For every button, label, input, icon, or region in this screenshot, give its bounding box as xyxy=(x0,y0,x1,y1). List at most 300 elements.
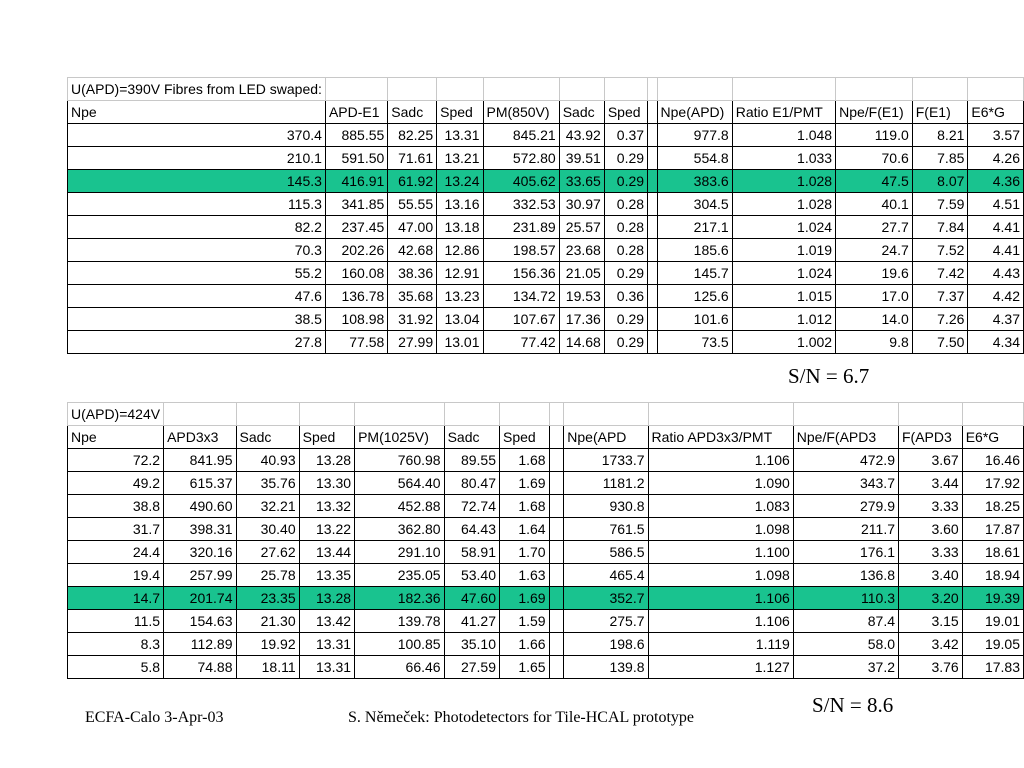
table-row xyxy=(68,262,1024,285)
column-header: Npe(APD) xyxy=(657,101,732,124)
table-cell: 47.5 xyxy=(836,170,913,193)
table-cell: 160.08 xyxy=(325,262,387,285)
table-cell: 1.65 xyxy=(500,656,550,679)
table-cell: 19.53 xyxy=(559,285,604,308)
table-cell: 352.7 xyxy=(564,587,648,610)
table-cell: 416.91 xyxy=(325,170,387,193)
table-cell: 38.36 xyxy=(388,262,437,285)
table-cell: 8.21 xyxy=(912,124,968,147)
table-cell: 42.68 xyxy=(388,239,437,262)
table-cell: 7.50 xyxy=(912,331,968,354)
table-cell: 47.6 xyxy=(68,285,326,308)
table-cell: 19.39 xyxy=(962,587,1023,610)
table-cell: 1.63 xyxy=(500,564,550,587)
table-cell: 18.11 xyxy=(236,656,299,679)
empty-cell xyxy=(899,403,963,426)
table-cell: 760.98 xyxy=(355,449,445,472)
table-cell: 572.80 xyxy=(483,147,559,170)
table-cell: 37.2 xyxy=(793,656,898,679)
table-cell: 291.10 xyxy=(355,541,445,564)
table-cell: 27.62 xyxy=(236,541,299,564)
table-cell: 1.090 xyxy=(648,472,793,495)
table-cell: 89.55 xyxy=(444,449,499,472)
table-row xyxy=(68,308,1024,331)
empty-cell xyxy=(549,403,564,426)
table-cell: 235.05 xyxy=(355,564,445,587)
table-cell: 405.62 xyxy=(483,170,559,193)
table-cell: 1.106 xyxy=(648,587,793,610)
table-cell: 17.92 xyxy=(962,472,1023,495)
table-row xyxy=(68,472,1024,495)
empty-cell xyxy=(437,78,483,101)
table-cell: 0.28 xyxy=(604,193,647,216)
column-header: Ratio APD3x3/PMT xyxy=(648,426,793,449)
table-cell: 1.69 xyxy=(500,472,550,495)
table-title: U(APD)=390V Fibres from LED swaped: xyxy=(68,78,326,101)
table-cell: 13.23 xyxy=(437,285,483,308)
spacer-cell xyxy=(549,449,564,472)
table-cell: 1733.7 xyxy=(564,449,648,472)
table-cell: 13.16 xyxy=(437,193,483,216)
table-cell: 73.5 xyxy=(657,331,732,354)
table-390v xyxy=(67,77,1024,354)
table-cell: 154.63 xyxy=(164,610,236,633)
table-cell: 82.2 xyxy=(68,216,326,239)
empty-cell xyxy=(657,78,732,101)
table-cell: 7.85 xyxy=(912,147,968,170)
column-header: F(APD3 xyxy=(899,426,963,449)
table-cell: 33.65 xyxy=(559,170,604,193)
table-cell: 13.30 xyxy=(299,472,354,495)
table-cell: 3.15 xyxy=(899,610,963,633)
empty-cell xyxy=(236,403,299,426)
table-cell: 210.1 xyxy=(68,147,326,170)
table-cell: 1.024 xyxy=(732,262,835,285)
table-cell: 320.16 xyxy=(164,541,236,564)
table-cell: 108.98 xyxy=(325,308,387,331)
table-cell: 3.76 xyxy=(899,656,963,679)
table-cell: 7.52 xyxy=(912,239,968,262)
table-cell: 136.8 xyxy=(793,564,898,587)
table-cell: 13.32 xyxy=(299,495,354,518)
table-cell: 136.78 xyxy=(325,285,387,308)
table-cell: 47.60 xyxy=(444,587,499,610)
column-header: Sped xyxy=(604,101,647,124)
table-row xyxy=(68,285,1024,308)
table-cell: 23.35 xyxy=(236,587,299,610)
table-cell: 3.44 xyxy=(899,472,963,495)
column-header: Npe xyxy=(68,426,164,449)
column-header: Ratio E1/PMT xyxy=(732,101,835,124)
table-cell: 4.36 xyxy=(968,170,1024,193)
table-cell: 18.61 xyxy=(962,541,1023,564)
footer-title: S. Němeček: Photodetectors for Tile-HCAL prototype xyxy=(348,709,695,726)
table-cell: 0.29 xyxy=(604,308,647,331)
table-cell: 107.67 xyxy=(483,308,559,331)
table-cell: 198.6 xyxy=(564,633,648,656)
table-cell: 27.7 xyxy=(836,216,913,239)
table-cell: 1.028 xyxy=(732,193,835,216)
table-cell: 7.42 xyxy=(912,262,968,285)
table-row xyxy=(68,449,1024,472)
table-cell: 1.012 xyxy=(732,308,835,331)
table-cell: 0.28 xyxy=(604,216,647,239)
table-cell: 3.60 xyxy=(899,518,963,541)
table-cell: 4.41 xyxy=(968,239,1024,262)
spacer-cell xyxy=(648,239,657,262)
table-cell: 18.25 xyxy=(962,495,1023,518)
table-cell: 202.26 xyxy=(325,239,387,262)
table-cell: 343.7 xyxy=(793,472,898,495)
table-row xyxy=(68,518,1024,541)
table-cell: 55.2 xyxy=(68,262,326,285)
table-cell: 27.8 xyxy=(68,331,326,354)
table-cell: 1.64 xyxy=(500,518,550,541)
table-cell: 1.024 xyxy=(732,216,835,239)
table-cell: 1.100 xyxy=(648,541,793,564)
table-cell: 1.59 xyxy=(500,610,550,633)
table-cell: 17.0 xyxy=(836,285,913,308)
table-row xyxy=(68,239,1024,262)
table-cell: 24.7 xyxy=(836,239,913,262)
spacer-cell xyxy=(549,541,564,564)
spacer-cell xyxy=(648,147,657,170)
table-cell: 13.01 xyxy=(437,331,483,354)
table-cell: 21.05 xyxy=(559,262,604,285)
table-cell: 1.127 xyxy=(648,656,793,679)
column-header: APD-E1 xyxy=(325,101,387,124)
table-cell: 4.43 xyxy=(968,262,1024,285)
table-cell: 615.37 xyxy=(164,472,236,495)
table-cell: 13.28 xyxy=(299,587,354,610)
table-cell: 370.4 xyxy=(68,124,326,147)
empty-cell xyxy=(500,403,550,426)
table-cell: 58.0 xyxy=(793,633,898,656)
table-cell: 100.85 xyxy=(355,633,445,656)
table-cell: 13.04 xyxy=(437,308,483,331)
table-cell: 0.29 xyxy=(604,170,647,193)
empty-cell xyxy=(164,403,236,426)
table-cell: 14.7 xyxy=(68,587,164,610)
table-cell: 4.34 xyxy=(968,331,1024,354)
table-cell: 13.28 xyxy=(299,449,354,472)
empty-cell xyxy=(648,403,793,426)
table-cell: 761.5 xyxy=(564,518,648,541)
table-cell: 13.24 xyxy=(437,170,483,193)
spacer-cell xyxy=(549,587,564,610)
table-cell: 139.78 xyxy=(355,610,445,633)
table-cell: 490.60 xyxy=(164,495,236,518)
table-cell: 119.0 xyxy=(836,124,913,147)
table-cell: 74.88 xyxy=(164,656,236,679)
table-row xyxy=(68,564,1024,587)
table-row xyxy=(68,331,1024,354)
table-cell: 452.88 xyxy=(355,495,445,518)
table-cell: 82.25 xyxy=(388,124,437,147)
table-cell: 11.5 xyxy=(68,610,164,633)
table-cell: 4.41 xyxy=(968,216,1024,239)
table-cell: 25.78 xyxy=(236,564,299,587)
table-cell: 115.3 xyxy=(68,193,326,216)
table-cell: 1.019 xyxy=(732,239,835,262)
table-cell: 64.43 xyxy=(444,518,499,541)
table-cell: 21.30 xyxy=(236,610,299,633)
table-cell: 145.3 xyxy=(68,170,326,193)
table-cell: 40.93 xyxy=(236,449,299,472)
empty-cell xyxy=(912,78,968,101)
table-cell: 110.3 xyxy=(793,587,898,610)
empty-cell xyxy=(559,78,604,101)
column-header: Sped xyxy=(500,426,550,449)
table-cell: 134.72 xyxy=(483,285,559,308)
table-cell: 362.80 xyxy=(355,518,445,541)
table-cell: 1.69 xyxy=(500,587,550,610)
table-cell: 3.33 xyxy=(899,541,963,564)
table-cell: 304.5 xyxy=(657,193,732,216)
table-cell: 211.7 xyxy=(793,518,898,541)
table-cell: 185.6 xyxy=(657,239,732,262)
empty-cell xyxy=(388,78,437,101)
spacer-cell xyxy=(648,331,657,354)
table-cell: 1.70 xyxy=(500,541,550,564)
table-cell: 87.4 xyxy=(793,610,898,633)
column-header: F(E1) xyxy=(912,101,968,124)
table-row xyxy=(68,541,1024,564)
table-cell: 1.106 xyxy=(648,610,793,633)
table-cell: 201.74 xyxy=(164,587,236,610)
column-header: E6*G xyxy=(962,426,1023,449)
table-cell: 554.8 xyxy=(657,147,732,170)
empty-cell xyxy=(732,78,835,101)
table-cell: 9.8 xyxy=(836,331,913,354)
table-cell: 1181.2 xyxy=(564,472,648,495)
table-cell: 24.4 xyxy=(68,541,164,564)
column-header: APD3x3 xyxy=(164,426,236,449)
table-cell: 13.22 xyxy=(299,518,354,541)
table-cell: 39.51 xyxy=(559,147,604,170)
table-cell: 1.083 xyxy=(648,495,793,518)
table-cell: 19.01 xyxy=(962,610,1023,633)
table-cell: 17.87 xyxy=(962,518,1023,541)
spacer-cell xyxy=(549,518,564,541)
table-cell: 1.68 xyxy=(500,495,550,518)
table-title-row xyxy=(68,403,1024,426)
table-cell: 40.1 xyxy=(836,193,913,216)
column-header: Sped xyxy=(437,101,483,124)
table-424v xyxy=(67,402,1024,679)
signal-noise-ratio-1: S/N = 6.7 xyxy=(788,364,870,388)
table-cell: 1.028 xyxy=(732,170,835,193)
table-cell: 8.07 xyxy=(912,170,968,193)
table-cell: 47.00 xyxy=(388,216,437,239)
table-cell: 55.55 xyxy=(388,193,437,216)
table-cell: 0.28 xyxy=(604,239,647,262)
table-cell: 17.36 xyxy=(559,308,604,331)
column-header: Sadc xyxy=(388,101,437,124)
table-cell: 198.57 xyxy=(483,239,559,262)
table-row xyxy=(68,495,1024,518)
table-cell: 586.5 xyxy=(564,541,648,564)
column-header: PM(1025V) xyxy=(355,426,445,449)
spacer-cell xyxy=(648,193,657,216)
table-cell: 19.6 xyxy=(836,262,913,285)
table-cell: 332.53 xyxy=(483,193,559,216)
table-cell: 275.7 xyxy=(564,610,648,633)
highlighted-row xyxy=(68,170,1024,193)
table-cell: 43.92 xyxy=(559,124,604,147)
table-cell: 0.29 xyxy=(604,147,647,170)
spacer-cell xyxy=(549,495,564,518)
table-cell: 14.0 xyxy=(836,308,913,331)
table-cell: 77.42 xyxy=(483,331,559,354)
table-cell: 27.99 xyxy=(388,331,437,354)
table-cell: 182.36 xyxy=(355,587,445,610)
empty-cell xyxy=(648,78,657,101)
table-cell: 13.31 xyxy=(299,633,354,656)
table-cell: 12.91 xyxy=(437,262,483,285)
table-cell: 1.66 xyxy=(500,633,550,656)
table-cell: 237.45 xyxy=(325,216,387,239)
table-cell: 1.033 xyxy=(732,147,835,170)
highlighted-row xyxy=(68,587,1024,610)
table-cell: 14.68 xyxy=(559,331,604,354)
table-cell: 1.098 xyxy=(648,518,793,541)
empty-cell xyxy=(564,403,648,426)
spacer-cell xyxy=(648,124,657,147)
table-cell: 231.89 xyxy=(483,216,559,239)
footer-conference: ECFA-Calo 3-Apr-03 xyxy=(85,709,224,726)
table-cell: 13.44 xyxy=(299,541,354,564)
table-cell: 13.42 xyxy=(299,610,354,633)
table-cell: 0.29 xyxy=(604,331,647,354)
table-cell: 13.21 xyxy=(437,147,483,170)
table-cell: 49.2 xyxy=(68,472,164,495)
spacer-cell xyxy=(549,472,564,495)
table-cell: 35.76 xyxy=(236,472,299,495)
empty-cell xyxy=(299,403,354,426)
table-cell: 53.40 xyxy=(444,564,499,587)
column-header: Npe/F(E1) xyxy=(836,101,913,124)
table-row xyxy=(68,656,1024,679)
table-cell: 112.89 xyxy=(164,633,236,656)
table-cell: 18.94 xyxy=(962,564,1023,587)
table-cell: 3.67 xyxy=(899,449,963,472)
table-cell: 19.05 xyxy=(962,633,1023,656)
table-cell: 38.8 xyxy=(68,495,164,518)
table-cell: 8.3 xyxy=(68,633,164,656)
table-row xyxy=(68,633,1024,656)
column-header: Sped xyxy=(299,426,354,449)
table-cell: 885.55 xyxy=(325,124,387,147)
spacer-cell xyxy=(648,170,657,193)
table-cell: 72.74 xyxy=(444,495,499,518)
table-title-row xyxy=(68,78,1024,101)
table-cell: 472.9 xyxy=(793,449,898,472)
table-cell: 70.6 xyxy=(836,147,913,170)
table-cell: 27.59 xyxy=(444,656,499,679)
table-cell: 3.57 xyxy=(968,124,1024,147)
empty-cell xyxy=(836,78,913,101)
table-cell: 30.40 xyxy=(236,518,299,541)
column-header: Sadc xyxy=(559,101,604,124)
column-header: Npe xyxy=(68,101,326,124)
column-header: Sadc xyxy=(444,426,499,449)
table-cell: 38.5 xyxy=(68,308,326,331)
table-cell: 0.36 xyxy=(604,285,647,308)
table-cell: 1.048 xyxy=(732,124,835,147)
table-cell: 465.4 xyxy=(564,564,648,587)
table-cell: 156.36 xyxy=(483,262,559,285)
table-cell: 4.42 xyxy=(968,285,1024,308)
empty-cell xyxy=(483,78,559,101)
spacer-cell xyxy=(648,285,657,308)
table-cell: 71.61 xyxy=(388,147,437,170)
table-cell: 30.97 xyxy=(559,193,604,216)
table-cell: 19.4 xyxy=(68,564,164,587)
table-cell: 1.106 xyxy=(648,449,793,472)
table-cell: 257.99 xyxy=(164,564,236,587)
spacer-cell xyxy=(648,101,657,124)
table-cell: 35.10 xyxy=(444,633,499,656)
table-row xyxy=(68,216,1024,239)
table-row xyxy=(68,610,1024,633)
table-cell: 145.7 xyxy=(657,262,732,285)
table-cell: 1.015 xyxy=(732,285,835,308)
table-cell: 66.46 xyxy=(355,656,445,679)
table-cell: 0.29 xyxy=(604,262,647,285)
empty-cell xyxy=(604,78,647,101)
empty-cell xyxy=(793,403,898,426)
table-cell: 13.18 xyxy=(437,216,483,239)
signal-noise-ratio-2: S/N = 8.6 xyxy=(812,693,894,717)
table-cell: 41.27 xyxy=(444,610,499,633)
table-cell: 1.119 xyxy=(648,633,793,656)
table-cell: 19.92 xyxy=(236,633,299,656)
table-cell: 139.8 xyxy=(564,656,648,679)
table-cell: 58.91 xyxy=(444,541,499,564)
table-cell: 13.35 xyxy=(299,564,354,587)
column-header: Npe(APD xyxy=(564,426,648,449)
table-cell: 564.40 xyxy=(355,472,445,495)
spacer-cell xyxy=(648,308,657,331)
table-row xyxy=(68,124,1024,147)
table-row xyxy=(68,193,1024,216)
empty-cell xyxy=(325,78,387,101)
spacer-cell xyxy=(648,262,657,285)
column-header: E6*G xyxy=(968,101,1024,124)
table-cell: 3.20 xyxy=(899,587,963,610)
table-cell: 341.85 xyxy=(325,193,387,216)
column-header: Sadc xyxy=(236,426,299,449)
table-title: U(APD)=424V xyxy=(68,403,164,426)
table-cell: 101.6 xyxy=(657,308,732,331)
table-row xyxy=(68,147,1024,170)
table-cell: 3.42 xyxy=(899,633,963,656)
table-cell: 3.33 xyxy=(899,495,963,518)
table-cell: 3.40 xyxy=(899,564,963,587)
table-cell: 13.31 xyxy=(437,124,483,147)
table-cell: 70.3 xyxy=(68,239,326,262)
table-cell: 12.86 xyxy=(437,239,483,262)
spacer-cell xyxy=(549,564,564,587)
table-header-row xyxy=(68,101,1024,124)
table-cell: 72.2 xyxy=(68,449,164,472)
spacer-cell xyxy=(648,216,657,239)
table-cell: 4.26 xyxy=(968,147,1024,170)
table-cell: 0.37 xyxy=(604,124,647,147)
column-header: Npe/F(APD3 xyxy=(793,426,898,449)
empty-cell xyxy=(968,78,1024,101)
